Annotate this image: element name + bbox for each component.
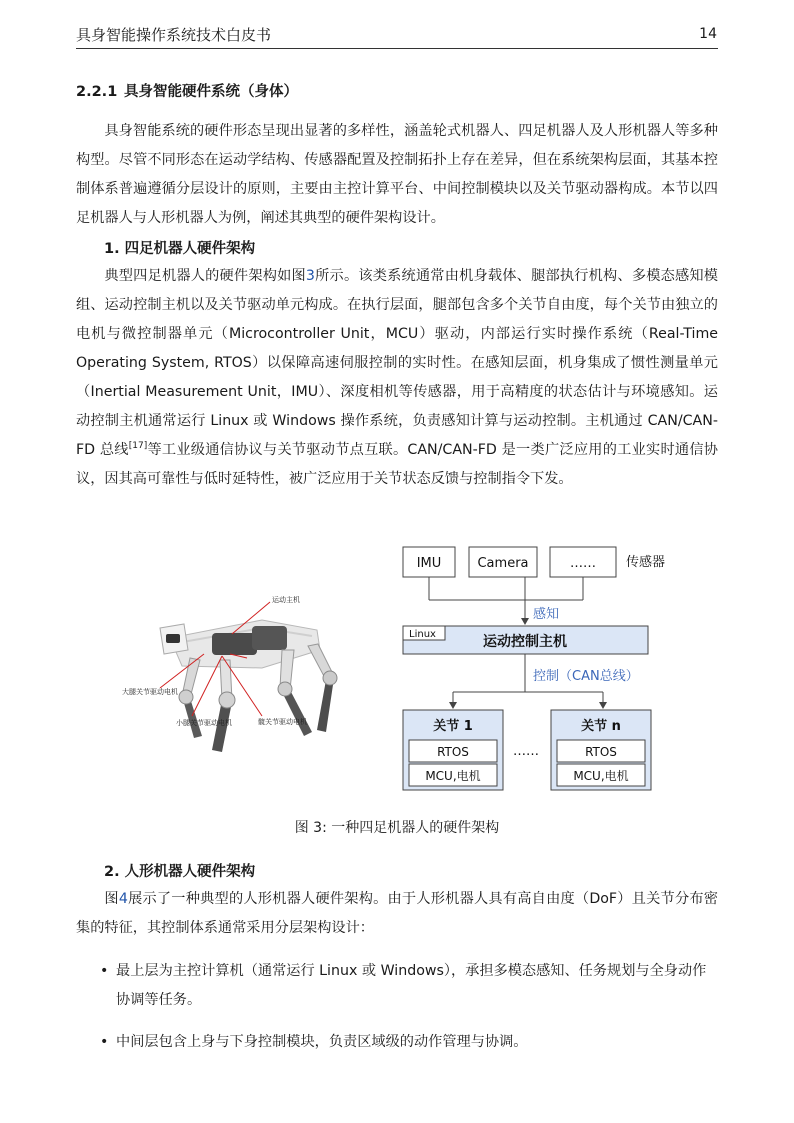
para-text: 图	[104, 891, 119, 907]
control-label: 控制（CAN总线）	[533, 669, 639, 684]
section-number: 2.2.1	[76, 84, 118, 100]
bullet-item	[100, 957, 720, 1015]
sensor-more: ……	[570, 556, 596, 571]
joint-1-rtos: RTOS	[437, 745, 469, 759]
bullet-dot: •	[100, 963, 109, 979]
sensor-group-label: 传感器	[626, 555, 666, 570]
section-heading	[76, 80, 298, 101]
section-title: 具身智能硬件系统（身体）	[124, 84, 298, 100]
joint-1-mcu: MCU,电机	[425, 769, 481, 783]
para-text: 展示了一种典型的人形机器人硬件架构。由于人形机器人具有高自由度（DoF）且关节分布密集的特征，其控制体系通常采用分层架构设计：	[76, 891, 718, 936]
para-text: 等工业级通信协议与关节驱动节点互联。CAN/CAN-FD 是一类广泛应用的工业实时通信协议，因其高可靠性与低时延特性，被广泛应用于关节状态反馈与控制指令下发。	[76, 442, 718, 487]
perception-label: 感知	[533, 607, 560, 622]
header-rule	[76, 48, 718, 49]
joint-n-rtos: RTOS	[585, 745, 617, 759]
subsection-2-title: 2. 人形机器人硬件架构	[104, 864, 256, 880]
sensor-camera: Camera	[477, 556, 529, 571]
intro-paragraph: 具身智能系统的硬件形态呈现出显著的多样性，涵盖轮式机器人、四足机器人及人形机器人等多种构型。尽管不同形态在运动学结构、传感器配置及控制拓扑上存在差异，但在系统架构层面，其基本控制体系普遍遵循分层设计的原则，主要由主控计算平台、中间控制模块以及关节驱动器构成。本节以四足机器人与人形机器人为例，阐述其典型的硬件架构设计。	[76, 123, 718, 226]
subsection-1-paragraph	[76, 262, 718, 494]
quadruped-robot-image	[112, 588, 362, 773]
sensor-imu: IMU	[416, 556, 442, 571]
joint-n-mcu: MCU,电机	[573, 769, 629, 783]
bullet-text: 中间层包含上身与下身控制模块，负责区域级的动作管理与协调。	[116, 1034, 528, 1050]
joint-ellipsis: ……	[513, 744, 539, 759]
label-thigh-motor: 大腿关节驱动电机	[122, 688, 178, 696]
joint-n-title: 关节 n	[581, 719, 621, 734]
running-header-title: 具身智能操作系统技术白皮书	[76, 26, 272, 44]
label-hip-motor: 髋关节驱动电机	[258, 718, 307, 726]
host-os-tag: Linux	[409, 629, 436, 640]
joint-1-title: 关节 1	[433, 719, 473, 734]
citation-17[interactable]: [17]	[128, 441, 148, 451]
subsection-1-title: 1. 四足机器人硬件架构	[104, 241, 256, 257]
figure-4-link[interactable]: 4	[118, 891, 128, 907]
label-calf-motor: 小腿关节驱动电机	[176, 719, 232, 727]
figure-3-link[interactable]: 3	[305, 268, 315, 284]
para-text: 所示。该类系统通常由机身载体、腿部执行机构、多模态感知模组、运动控制主机以及关节驱动单元构成。在执行层面，腿部包含多个关节自由度，每个关节由独立的电机与微控制器单元（Microcontroller Unit，MCU）驱动，内部运行实时操作系统（Real-Time Operating System, RTOS）以保障高速伺服控制的实时性。在感知层面，机身集成了惯性测量单元（Inertial Measurement Unit，IMU）、深度相机等传感器，用于高精度的状态估计与环境感知。运动控制主机通常运行 Linux 或 Windows 操作系统，负责感知计算与运动控制。主机通过 CAN/CAN-FD 总线	[76, 268, 718, 458]
host-title: 运动控制主机	[483, 634, 567, 650]
figure-3-caption: 图 3: 一种四足机器人的硬件架构	[294, 820, 500, 836]
label-main-host: 运动主机	[272, 596, 300, 604]
bullet-text: 最上层为主控计算机（通常运行 Linux 或 Windows），承担多模态感知、任务规划与全身动作协调等任务。	[116, 963, 707, 1008]
subsection-2-paragraph	[76, 885, 718, 943]
architecture-diagram	[398, 542, 688, 797]
page-number: 14	[699, 26, 717, 42]
bullet-dot: •	[100, 1034, 109, 1050]
para-text: 典型四足机器人的硬件架构如图	[104, 268, 306, 284]
bullet-item	[100, 1028, 720, 1057]
